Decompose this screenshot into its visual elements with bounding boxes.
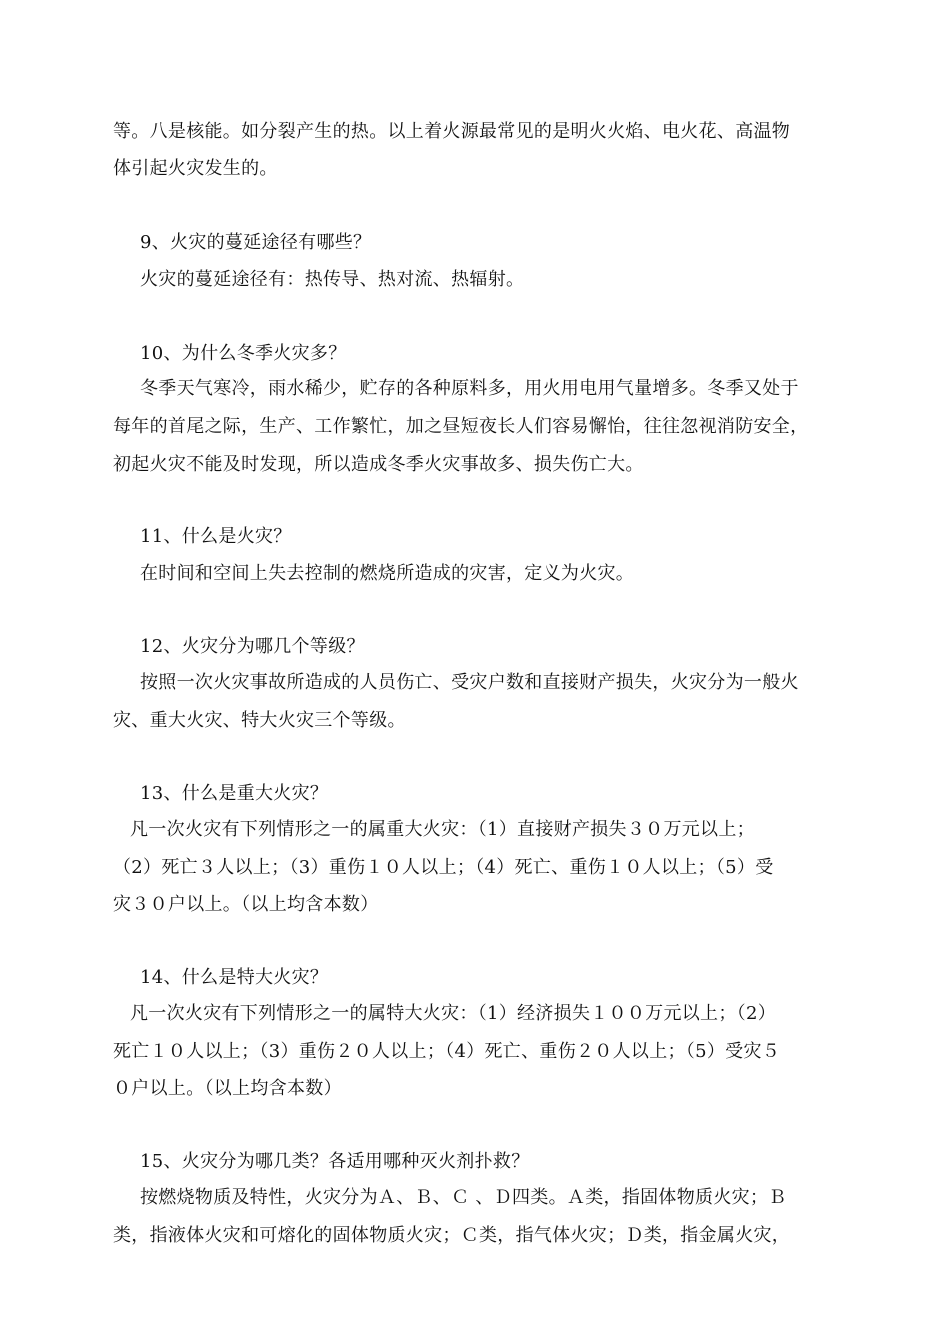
answer-10-line-3: 初起火灾不能及时发现，所以造成冬季火灾事故多、损失伤亡大。 xyxy=(113,454,644,475)
answer-10-line-2: 每年的首尾之际，生产、工作繁忙，加之昼短夜长人们容易懈怡，往往忽视消防安全， xyxy=(113,416,809,437)
answer-15-line-2: 类，指液体火灾和可熔化的固体物质火灾；Ｃ类，指气体火灾；Ｄ类，指金属火灾， xyxy=(113,1225,791,1246)
answer-14-line-2: 死亡１０人以上；（3）重伤２０人以上；（4）死亡、重伤２０人以上；（5）受灾５ xyxy=(113,1041,781,1062)
answer-14-line-1: 凡一次火灾有下列情形之一的属特大火灾：（1）经济损失１００万元以上；（2） xyxy=(130,1003,777,1024)
intro-line-1: 等。八是核能。如分裂产生的热。以上着火源最常见的是明火火焰、电火花、高温物 xyxy=(113,121,791,142)
answer-9-line-1: 火灾的蔓延途径有：热传导、热对流、热辐射。 xyxy=(140,269,525,290)
answer-14-line-3: ０户以上。（以上均含本数） xyxy=(113,1078,342,1099)
answer-13-line-1: 凡一次火灾有下列情形之一的属重大火灾：（1）直接财产损失３０万元以上； xyxy=(130,819,755,840)
question-10: 10、为什么冬季火灾多？ xyxy=(140,343,347,364)
answer-13-line-2: （2）死亡３人以上；（3）重伤１０人以上；（4）死亡、重伤１０人以上；（5）受 xyxy=(113,857,774,878)
answer-13-line-3: 灾３０户以上。（以上均含本数） xyxy=(113,894,379,915)
question-9: 9、火灾的蔓延途径有哪些？ xyxy=(140,232,372,253)
question-11: 11、什么是火灾？ xyxy=(140,526,292,547)
answer-12-line-2: 灾、重大火灾、特大火灾三个等级。 xyxy=(113,710,406,731)
question-15: 15、火灾分为哪几类？各适用哪种灭火剂扑救？ xyxy=(140,1151,530,1172)
answer-11-line-1: 在时间和空间上失去控制的燃烧所造成的灾害，定义为火灾。 xyxy=(140,563,635,584)
question-14: 14、什么是特大火灾？ xyxy=(140,967,329,988)
question-12: 12、火灾分为哪几个等级？ xyxy=(140,636,365,657)
answer-10-line-1: 冬季天气寒冷，雨水稀少，贮存的各种原料多，用火用电用气量增多。冬季又处于 xyxy=(140,378,799,399)
question-13: 13、什么是重大火灾？ xyxy=(140,783,329,804)
answer-15-line-1: 按燃烧物质及特性，火灾分为Ａ、Ｂ、Ｃ 、Ｄ四类。Ａ类，指固体物质火灾；Ｂ xyxy=(140,1187,787,1208)
intro-line-2: 体引起火灾发生的。 xyxy=(113,158,278,179)
answer-12-line-1: 按照一次火灾事故所造成的人员伤亡、受灾户数和直接财产损失，火灾分为一般火 xyxy=(140,672,799,693)
